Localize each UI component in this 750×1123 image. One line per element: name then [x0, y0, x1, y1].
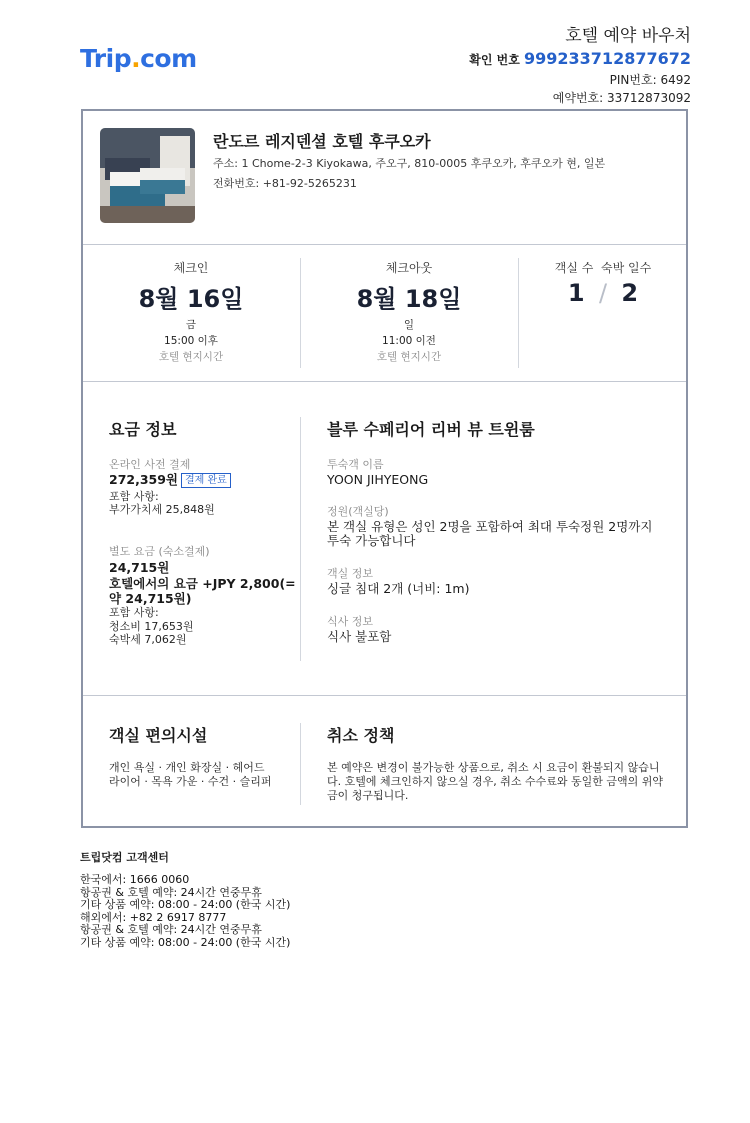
rooms-nights-header — [528, 259, 678, 276]
customer-support — [80, 849, 290, 949]
capacity-line-2: 투숙 가능합니다 — [327, 533, 416, 548]
divider — [300, 258, 301, 368]
lodging-tax: 숙박세 7,062원 — [109, 633, 187, 646]
hotel-fee-line-2: 약 24,715원) — [109, 591, 192, 606]
checkin-time: 15:00 이후 — [164, 335, 218, 347]
separate-fee-amount: 24,715원 — [109, 560, 170, 575]
support-line: 기타 상품 예약: 08:00 - 24:00 (한국 시간) — [80, 898, 291, 911]
room-info-label: 객실 정보 — [327, 567, 374, 580]
checkin-day: 금 — [185, 319, 197, 331]
vat-amount: 부가가치세 25,848원 — [109, 503, 215, 516]
support-line: 항공권 & 호텔 예약: 24시간 연중무휴 — [80, 923, 262, 936]
cancellation-line-1: 본 예약은 변경이 불가능한 상품으로, 취소 시 요금이 환불되지 않습니 — [327, 761, 660, 774]
checkout-timezone: 호텔 현지시간 — [376, 351, 442, 363]
divider — [83, 244, 686, 245]
separate-fee-label: 별도 요금 (숙소결제) — [109, 545, 210, 558]
room-type-title: 블루 수페리어 리버 뷰 트윈룸 — [327, 420, 535, 439]
online-payment-amount: 272,359원 — [109, 472, 179, 487]
amenities-line-1: 개인 욕실 · 개인 화장실 · 헤어드 — [109, 761, 265, 774]
online-payment-label: 온라인 사전 결제 — [109, 458, 191, 471]
nights-count: 2 — [621, 279, 639, 307]
cancellation-line-3: 금이 청구됩니다. — [327, 789, 409, 802]
cancellation-line-2: 다. 호텔에 체크인하지 않으실 경우, 취소 수수료와 동일한 금액의 위약 — [327, 775, 663, 788]
hotel-fee-line-1: 호텔에서의 요금 +JPY 2,800(= — [109, 576, 296, 591]
checkout-date: 8월 18일 — [356, 285, 462, 313]
capacity-label: 정원(객실당) — [327, 505, 389, 518]
hotel-name: 란도르 레지덴셜 호텔 후쿠오카 — [213, 132, 431, 151]
support-title: 트립닷컴 고객센터 — [80, 851, 169, 864]
divider — [83, 381, 686, 382]
support-line: 해외에서: +82 2 6917 8777 — [80, 910, 227, 924]
rooms-nights-value — [528, 279, 678, 307]
checkout-day: 일 — [403, 319, 415, 331]
hotel-phone: 전화번호: +81-92-5265231 — [213, 177, 357, 190]
meal-info: 식사 불포함 — [327, 629, 392, 644]
checkin-date: 8월 16일 — [138, 285, 244, 313]
support-line: 기타 상품 예약: 08:00 - 24:00 (한국 시간) — [80, 935, 291, 949]
checkin-label: 체크인 — [173, 261, 209, 275]
guest-name: YOON JIHYEONG — [327, 472, 429, 487]
confirmation-row — [469, 48, 691, 71]
amenities-line-2: 라이어 · 목욕 가운 · 수건 · 슬리퍼 — [109, 775, 272, 788]
confirmation-label: 확인 번호 — [469, 53, 520, 67]
room-info: 싱글 침대 2개 (너비: 1m) — [327, 581, 470, 596]
meal-label: 식사 정보 — [327, 615, 374, 628]
rooms-nights-separator: / — [598, 279, 608, 307]
support-line: 한국에서: 1666 0060 — [80, 873, 190, 886]
cancellation-title: 취소 정책 — [327, 726, 395, 745]
capacity-line-1: 본 객실 유형은 성인 2명을 포함하여 최대 투숙정원 2명까지 — [327, 519, 653, 534]
support-line: 항공권 & 호텔 예약: 24시간 연중무휴 — [80, 885, 262, 899]
trip-logo: Trip.com — [80, 44, 197, 73]
hotel-address: 주소: 1 Chome-2-3 Kiyokawa, 주오구, 810-0005 후쿠오카, 후쿠오카 현, 일본 — [213, 157, 606, 170]
divider — [83, 695, 686, 696]
voucher-title: 호텔 예약 바우처 — [565, 26, 691, 46]
booking-number: 예약번호: 33712873092 — [552, 91, 691, 105]
guest-label: 투숙객 이름 — [327, 458, 384, 471]
voucher-header — [469, 24, 691, 107]
rooms-count: 1 — [567, 279, 585, 307]
pricing-title: 요금 정보 — [109, 420, 177, 439]
payment-complete-badge: 결제 완료 — [181, 473, 231, 488]
included-label: 포함 사항: — [109, 490, 159, 503]
checkout-label: 체크아웃 — [385, 261, 433, 275]
divider — [300, 723, 301, 805]
online-payment-row — [109, 472, 231, 488]
hotel-photo — [100, 128, 195, 223]
divider — [300, 417, 301, 661]
amenities-title: 객실 편의시설 — [109, 726, 208, 745]
confirmation-number: 999233712877672 — [524, 49, 691, 68]
checkin-timezone: 호텔 현지시간 — [158, 351, 224, 363]
pin-number: PIN번호: 6492 — [609, 73, 691, 87]
cleaning-fee: 청소비 17,653원 — [109, 620, 194, 633]
rooms-label: 객실 수 — [554, 261, 594, 275]
included-label-2: 포함 사항: — [109, 606, 159, 619]
divider — [518, 258, 519, 368]
checkout-time: 11:00 이전 — [382, 335, 436, 347]
voucher-card — [81, 109, 688, 828]
nights-label: 숙박 일수 — [601, 261, 652, 275]
